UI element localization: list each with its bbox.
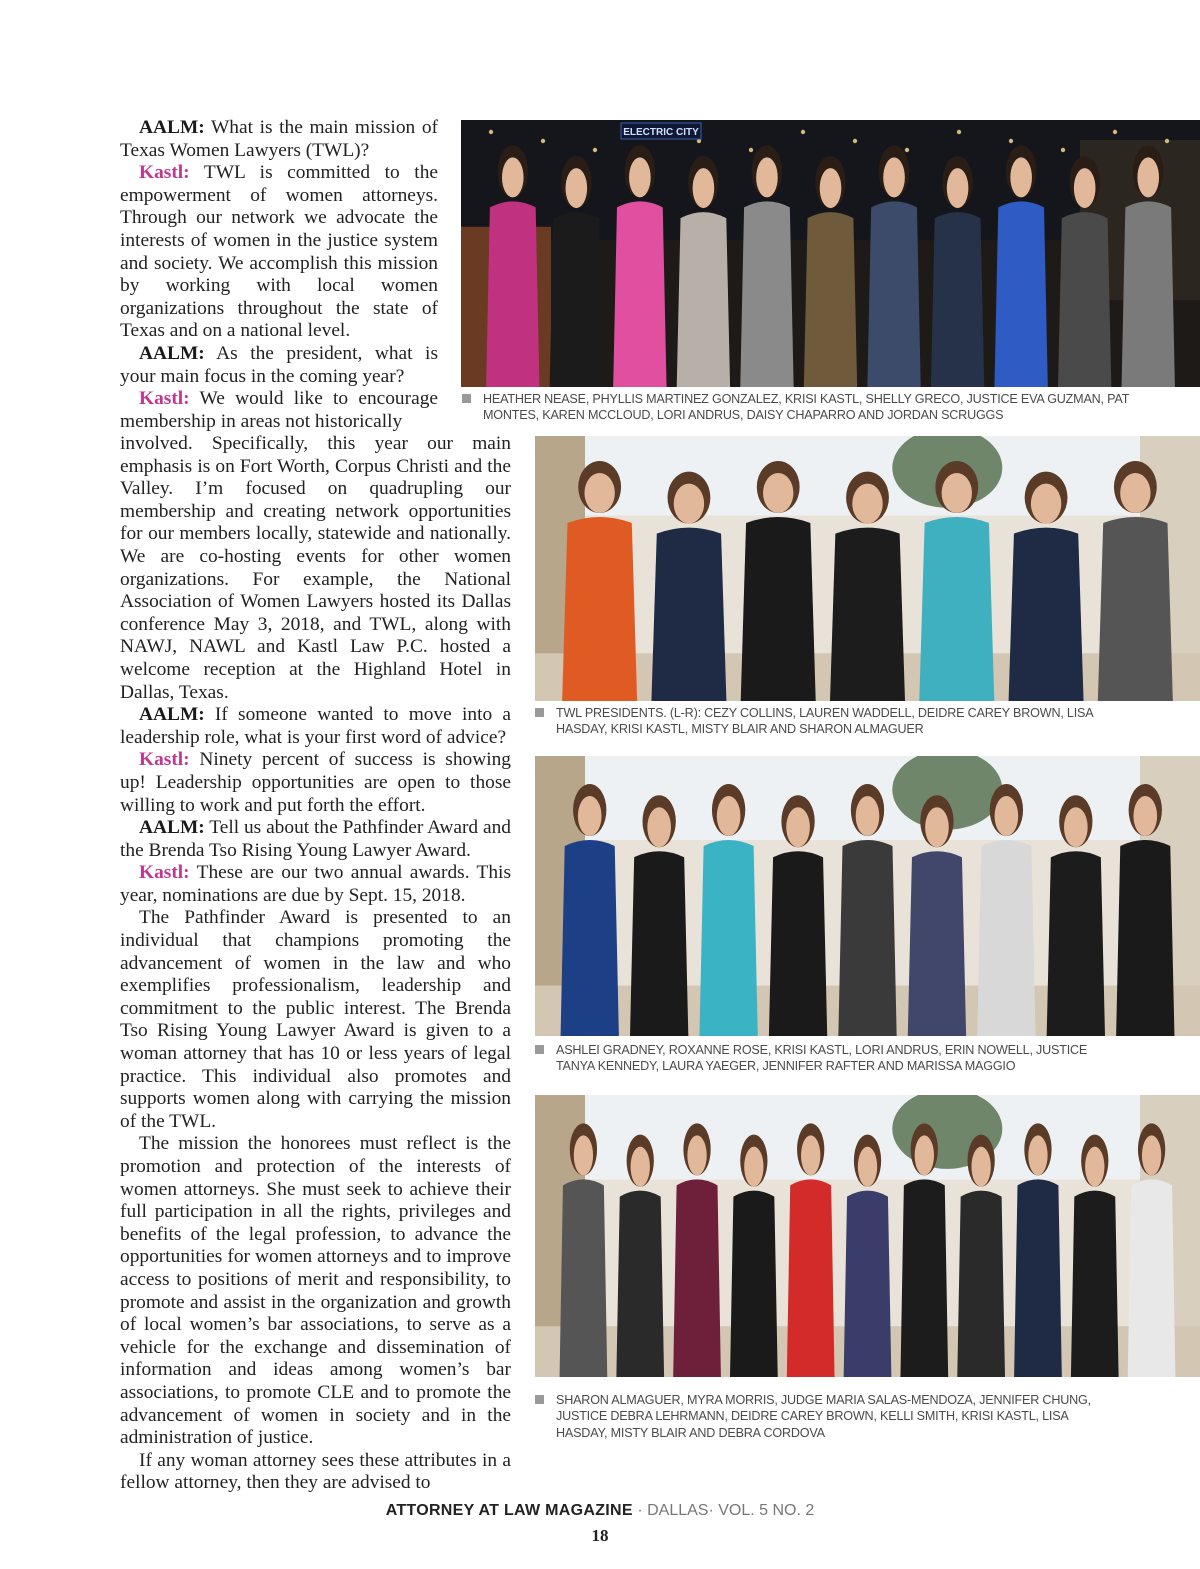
speaker-aalm: AALM: — [139, 817, 205, 839]
article-paragraph — [120, 343, 438, 388]
article-paragraph — [120, 1133, 511, 1449]
event-photo-1 — [461, 120, 1200, 387]
article-paragraph — [120, 433, 511, 704]
speaker-kastl: Kastl: — [139, 162, 190, 184]
magazine-title: ATTORNEY AT LAW MAGAZINE — [385, 1502, 633, 1519]
article-paragraph — [120, 1450, 511, 1495]
paragraph-text: We would like to encourage membership in areas not historically — [120, 388, 438, 432]
article-paragraph — [120, 907, 511, 1133]
article-column-main — [120, 433, 511, 1495]
paragraph-text: TWL is committed to the empowerment of women attorneys. Through our network we advocate the interests of women in the justice system and society. We accomplish this mission by working with local women organizations throughout the state of Texas and on a national level. — [120, 162, 438, 342]
page-footer — [0, 1502, 1200, 1520]
paragraph-text: involved. Specifically, this year our main emphasis is on Fort Worth, Corpus Christi and the Valley. I’m focused on quadrupling our membership and creating network opportunities for our members locally, statewide and nationally. We are co-hosting events for other women organizations. For example, the National Association of Women Lawyers hosted its Dallas conference May 3, 2018, and TWL, along with NAWJ, NAWL and Kastl Law P.C. hosted a welcome reception at the Highland Hotel in Dallas, Texas. — [120, 433, 511, 703]
edition-info: · DALLAS· VOL. 5 NO. 2 — [632, 1502, 815, 1519]
caption-bullet-icon — [535, 1395, 544, 1404]
article-paragraph — [120, 749, 511, 817]
speaker-aalm: AALM: — [139, 117, 205, 138]
photo-caption-1: HEATHER NEASE, PHYLLIS MARTINEZ GONZALEZ, KRISI KASTL, SHELLY GRECO, JUSTICE EVA GUZMAN, PAT MONTES, KAREN MCCLOUD, LORI ANDRUS, DAISY CHAPARRO AND JORDAN SCRUGGS — [462, 391, 1182, 424]
event-photo-3 — [535, 756, 1200, 1036]
event-photo-2 — [535, 436, 1200, 701]
speaker-aalm: AALM: — [139, 342, 205, 364]
paragraph-text: The Pathfinder Award is presented to an individual that champions promoting the advancement of women in the law and who exemplifies professionalism, leadership and commitment to the public interest. The Brenda Tso Rising Young Lawyer Award is given to a woman attorney that has 10 or less years of legal practice. This individual also promotes and supports women along with carrying the mission of the TWL. — [120, 907, 511, 1132]
caption-bullet-icon — [462, 394, 471, 403]
speaker-kastl: Kastl: — [139, 862, 190, 884]
caption-bullet-icon — [535, 708, 544, 717]
page-number: 18 — [591, 1526, 609, 1545]
sign-text: ELECTRIC CITY — [623, 127, 699, 138]
paragraph-text: Tell us about the Pathfinder Award and the Brenda Tso Rising Young Lawyer Award. — [120, 817, 511, 861]
speaker-kastl: Kastl: — [139, 749, 190, 771]
paragraph-text: The mission the honorees must reflect is the promotion and protection of the interests of women attorneys. She must seek to achieve their full participation in all the rights, privileges and benefits of the legal profession, to advance the opportunities for women attorneys and to improve access to positions of merit and responsibility, to promote and assist in the organization and growth of local women’s bar associations, to serve as a vehicle for the exchange and dissemination of information and ideas among women’s bar associations, to promote CLE and to promote the advancement of women in society and in the administration of justice. — [120, 1133, 511, 1449]
paragraph-text: These are our two annual awards. This year, nominations are due by Sept. 15, 2018. — [120, 862, 511, 906]
article-paragraph — [120, 388, 438, 433]
photo-caption-2: TWL PRESIDENTS. (L-R): CEZY COLLINS, LAUREN WADDELL, DEIDRE CAREY BROWN, LISA HASDAY, KRISI KASTL, MISTY BLAIR AND SHARON ALMAGUER — [535, 705, 1095, 738]
paragraph-text: Ninety percent of success is showing up! Leadership opportunities are open to those willing to work and put forth the effort. — [120, 749, 511, 816]
paragraph-text: What is the main mission of Texas Women Lawyers (TWL)? — [120, 117, 438, 161]
speaker-kastl: Kastl: — [139, 388, 190, 410]
photo-caption-3: ASHLEI GRADNEY, ROXANNE ROSE, KRISI KASTL, LORI ANDRUS, ERIN NOWELL, JUSTICE TANYA KENNEDY, LAURA YAEGER, JENNIFER RAFTER AND MARISSA MAGGIO — [535, 1042, 1095, 1075]
event-photo-4 — [535, 1095, 1200, 1377]
article-paragraph — [120, 862, 511, 907]
article-paragraph — [120, 162, 438, 343]
article-paragraph — [120, 117, 438, 162]
article-paragraph — [120, 817, 511, 862]
article-column-left — [120, 117, 438, 433]
speaker-aalm: AALM: — [139, 704, 205, 726]
caption-bullet-icon — [535, 1045, 544, 1054]
paragraph-text: If any woman attorney sees these attributes in a fellow attorney, then they are advised to — [120, 1449, 511, 1494]
article-paragraph — [120, 704, 511, 749]
photo-caption-4: SHARON ALMAGUER, MYRA MORRIS, JUDGE MARIA SALAS-MENDOZA, JENNIFER CHUNG, JUSTICE DEBRA LEHRMANN, DEIDRE CAREY BROWN, KELLI SMITH, KRISI KASTL, LISA HASDAY, MISTY BLAIR AND DEBRA CORDOVA — [535, 1392, 1095, 1441]
paragraph-text: As the president, what is your main focus in the coming year? — [120, 342, 438, 387]
paragraph-text: If someone wanted to move into a leadership role, what is your first word of advice? — [120, 704, 511, 748]
